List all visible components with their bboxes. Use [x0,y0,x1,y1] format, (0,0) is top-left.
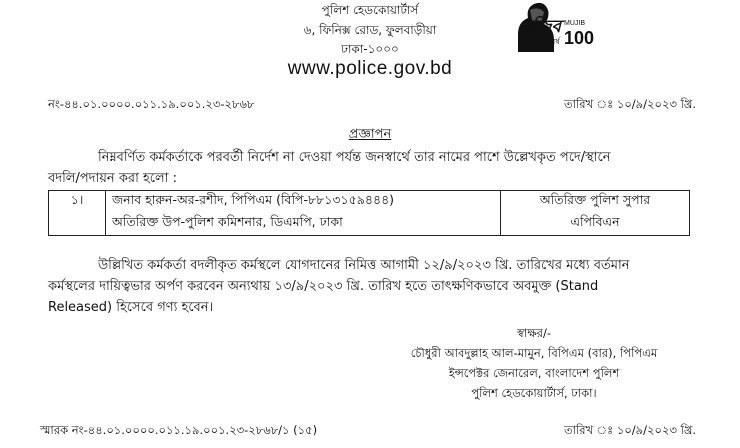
office-name: পুলিশ হেডকোয়ার্টার্স [321,3,419,17]
website-link[interactable]: www.police.gov.bd [287,58,453,79]
memo-date: তারিখ ঃ ১০/৯/২০২৩ খ্রি. [564,97,697,111]
signatory-office: পুলিশ হেডকোয়ার্টার্স, ঢাকা। [471,386,597,400]
table-row [49,213,690,236]
logo-en-text: MUJIB [564,20,585,27]
signature-label: স্বাক্ষর/- [516,326,552,340]
serial-cell: ১। [49,191,106,236]
table-row [49,191,690,214]
signatory-name: চৌধুরী আবদুল্লাহ আল-মামুন, বিপিএম (বার), পিপিএম [410,346,658,360]
body-line-3: Released) হিসেবে গণ্য হবেন। [48,300,214,315]
logo-script-text: মুজিব [522,17,561,37]
body-line-1: উল্লিখিত কর্মকর্তা বদলীকৃত কর্মস্থলে যোগদানের নিমিত্ত আগামী ১২/৯/২০২৩ খ্রি. তারিখের মধ্যে বর্তমান [98,258,630,273]
logo-sub-text: শতবর্ষ [540,37,560,46]
officer-name-cell: জনাব হারুন-অর-রশীদ, পিপিএম (বিপি-৮৮১৩১৫৯৪৪৪) [106,191,501,214]
intro-line-2: বদলি/পদায়ন করা হলো : [48,171,177,186]
footer-date: তারিখ ঃ ১০/৯/২০২৩ খ্রি. [564,423,697,437]
body-line-2: কর্মস্থলের দায়িত্বভার অর্পণ করবেন অন্যথায় ১৩/৯/২০২৩ খ্রি. তারিখ হতে তাৎক্ষণিকভাবে অবমুক্ত (Stand [48,279,599,294]
memo-number: নং-৪৪.০১.০০০০.০১১.১৯.০০১.২৩-২৮৬৮ [48,97,255,111]
signatory-designation: ইন্সপেক্টর জেনারেল, বাংলাদেশ পুলিশ [448,366,620,380]
office-city: ঢাকা-১০০০ [341,42,399,56]
notice-title: প্রজ্ঞাপন [348,127,392,142]
footer-memo: স্মারক নং-৪৪.০১.০০০০.০১১.১৯.০০১.২৩-২৮৬৮/১ (১৫) [40,423,318,437]
logo-number: 100 [564,28,595,48]
intro-line-1: নিম্নবর্ণিত কর্মকর্তাকে পরবর্তী নির্দেশ না দেওয়া পর্যন্ত জনস্বার্থে তার নামের পাশে উল্লেখকৃত পদে/স্থানে [98,150,611,165]
new-post-cell: অতিরিক্ত পুলিশ সুপার [501,191,690,214]
new-unit-cell: এপিবিএন [501,213,690,236]
current-post-cell: অতিরিক্ত উপ-পুলিশ কমিশনার, ডিএমপি, ঢাকা [106,213,501,236]
transfer-table [48,190,690,236]
mujib-100-logo [504,0,600,52]
office-address: ৬, ফিনিক্স রোড, ফুলবাড়ীয়া [303,23,437,37]
